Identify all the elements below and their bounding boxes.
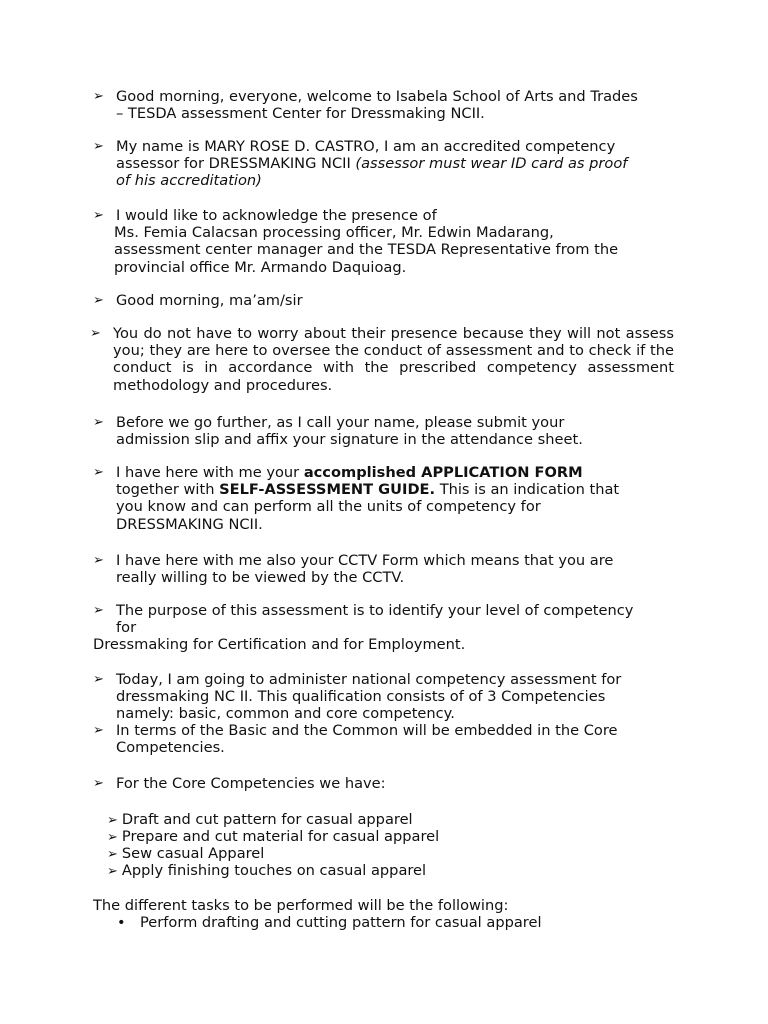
core-competency-label: Apply finishing touches on casual apparel: [121, 862, 427, 879]
paragraph-presence: [90, 325, 693, 394]
purpose-line-2: for: [116, 619, 137, 637]
arrow-bullet-icon: ➢: [107, 830, 118, 845]
arrow-bullet-icon: ➢: [107, 864, 118, 879]
paragraph-today: [93, 671, 693, 723]
welcome-line-2: – TESDA assessment Center for Dressmaking NCII.: [116, 105, 485, 123]
application-line-2-rest: This is an indication that: [435, 481, 620, 499]
intro-line-3-italic: of his accreditation): [116, 172, 262, 190]
arrow-bullet-icon: ➢: [107, 847, 118, 862]
ack-line-1: I would like to acknowledge the presence of: [116, 207, 437, 224]
intro-line-1: My name is MARY ROSE D. CASTRO, I am an accredited competency: [116, 138, 616, 155]
core-competency-item: [107, 845, 264, 863]
arrow-bullet-icon: ➢: [93, 553, 104, 568]
core-competency-label: Draft and cut pattern for casual apparel: [121, 811, 413, 828]
admission-line-1: Before we go further, as I call your name, please submit your: [116, 414, 565, 431]
arrow-bullet-icon: ➢: [107, 813, 118, 828]
core-competency-item: [107, 811, 413, 829]
paragraph-acknowledgement: [93, 207, 693, 276]
arrow-bullet-icon: ➢: [93, 465, 104, 480]
today-line-1: Today, I am going to administer national competency assessment for: [116, 671, 622, 688]
arrow-bullet-icon: ➢: [93, 723, 104, 738]
today-line-3: namely: basic, common and core competency.: [116, 705, 455, 723]
paragraph-application-form: [93, 464, 693, 533]
arrow-bullet-icon: ➢: [93, 139, 104, 154]
arrow-bullet-icon: ➢: [93, 603, 104, 618]
arrow-bullet-icon: ➢: [93, 776, 104, 791]
bullet-dot-icon: •: [117, 914, 126, 931]
admission-line-2: admission slip and affix your signature in the attendance sheet.: [116, 431, 583, 449]
arrow-bullet-icon: ➢: [93, 208, 104, 223]
application-line-1-bold: accomplished APPLICATION FORM: [303, 464, 583, 481]
cctv-line-2: really willing to be viewed by the CCTV.: [116, 569, 405, 587]
core-competency-item: [107, 828, 439, 846]
core-intro-line: For the Core Competencies we have:: [116, 775, 386, 792]
task-item: [117, 914, 542, 931]
application-line-3: you know and can perform all the units of competency for: [116, 498, 541, 516]
today-line-2: dressmaking NC II. This qualification consists of of 3 Competencies: [116, 688, 606, 706]
intro-line-2: assessor for DRESSMAKING NCII: [116, 155, 356, 173]
intro-line-2-italic: (assessor must wear ID card as proof: [355, 155, 628, 173]
purpose-line-1: The purpose of this assessment is to identify your level of competency: [116, 602, 634, 619]
application-line-2: together with: [116, 481, 220, 499]
arrow-bullet-icon: ➢: [93, 415, 104, 430]
presence-text: You do not have to worry about their presence because they will not assess you; they are here to oversee the conduct of assessment and to check if the conduct is in accordance with the prescribed competency assessment methodology and procedures.: [113, 325, 674, 394]
basic-common-line-1: In terms of the Basic and the Common will be embedded in the Core: [116, 722, 618, 739]
ack-line-3: assessment center manager and the TESDA Representative from the: [114, 241, 619, 259]
arrow-bullet-icon: ➢: [93, 672, 104, 687]
application-line-4: DRESSMAKING NCII.: [116, 515, 263, 533]
core-competency-label: Sew casual Apparel: [121, 845, 265, 862]
paragraph-welcome: [93, 88, 693, 122]
paragraph-purpose: [93, 602, 693, 654]
paragraph-cctv: [93, 552, 693, 586]
task-label: Perform drafting and cutting pattern for casual apparel: [140, 914, 542, 931]
paragraph-admission: [93, 414, 693, 448]
paragraph-greeting: [93, 292, 693, 309]
basic-common-line-2: Competencies.: [116, 739, 225, 757]
core-competency-item: [107, 862, 426, 880]
ack-line-2: Ms. Femia Calacsan processing officer, Mr. Edwin Madarang,: [114, 224, 554, 242]
application-line-2-bold: SELF-ASSESSMENT GUIDE.: [219, 481, 436, 499]
arrow-bullet-icon: ➢: [93, 293, 104, 308]
arrow-bullet-icon: ➢: [93, 89, 104, 104]
paragraph-introduction: [93, 138, 693, 190]
cctv-line-1: I have here with me also your CCTV Form which means that you are: [116, 552, 614, 569]
paragraph-core-intro: [93, 775, 693, 792]
arrow-bullet-icon: ➢: [90, 326, 101, 341]
welcome-line-1: Good morning, everyone, welcome to Isabela School of Arts and Trades: [116, 88, 638, 105]
application-line-1: I have here with me your: [116, 464, 304, 481]
core-competency-label: Prepare and cut material for casual apparel: [121, 828, 440, 845]
greeting-line: Good morning, ma’am/sir: [116, 292, 303, 309]
ack-line-4: provincial office Mr. Armando Daquioag.: [114, 258, 407, 276]
paragraph-basic-common: [93, 722, 693, 756]
tasks-intro: The different tasks to be performed will be the following:: [93, 897, 509, 914]
purpose-line-3: Dressmaking for Certification and for Employment.: [93, 636, 466, 654]
